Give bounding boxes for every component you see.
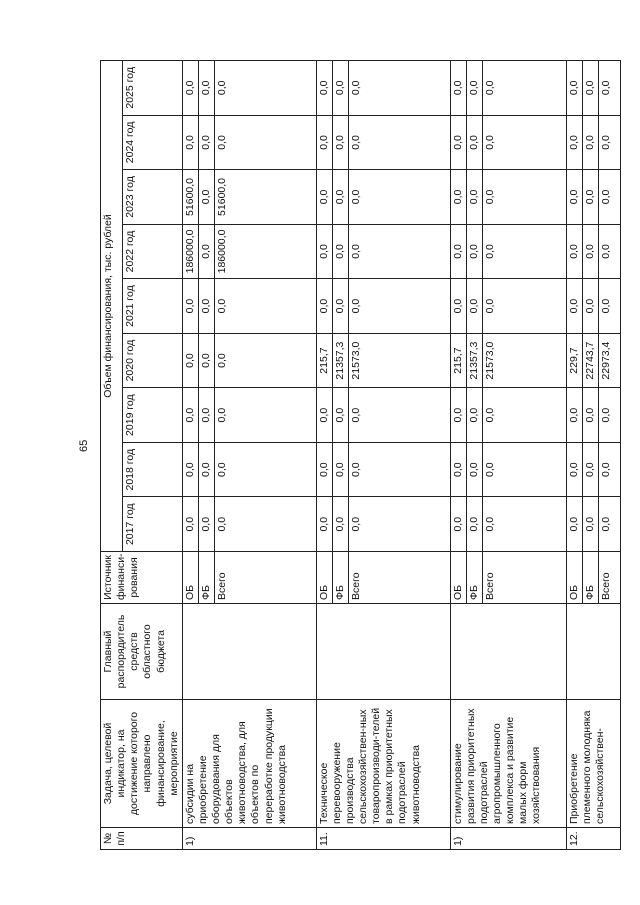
header-year: 2017 год xyxy=(122,497,182,552)
row-value: 0,0 xyxy=(198,279,214,334)
row-value: 0,0 xyxy=(198,333,214,388)
row-source: ФБ xyxy=(332,552,348,604)
row-source: Всего xyxy=(482,552,566,604)
row-value: 0,0 xyxy=(348,497,450,552)
row-value: 0,0 xyxy=(582,61,598,116)
row-value: 51600,0 xyxy=(215,170,317,225)
row-source: ОБ xyxy=(182,552,198,604)
row-value: 0,0 xyxy=(348,115,450,170)
row-value: 0,0 xyxy=(599,170,621,225)
row-value: 0,0 xyxy=(316,388,332,443)
row-value: 0,0 xyxy=(566,61,582,116)
row-value: 0,0 xyxy=(450,279,466,334)
row-value: 0,0 xyxy=(332,170,348,225)
financing-table xyxy=(100,60,621,850)
row-value: 21357,3 xyxy=(332,333,348,388)
row-value: 0,0 xyxy=(482,115,566,170)
row-source: ФБ xyxy=(198,552,214,604)
row-value: 0,0 xyxy=(198,442,214,497)
row-value: 0,0 xyxy=(182,61,198,116)
row-value: 0,0 xyxy=(466,61,482,116)
row-source: Всего xyxy=(599,552,621,604)
row-source: ФБ xyxy=(466,552,482,604)
row-value: 0,0 xyxy=(482,170,566,225)
row-value: 0,0 xyxy=(582,115,598,170)
row-value: 0,0 xyxy=(599,224,621,279)
row-source: ФБ xyxy=(582,552,598,604)
row-number: 12. xyxy=(566,828,620,850)
row-value: 0,0 xyxy=(332,497,348,552)
header-source: Источник финанси-рования xyxy=(101,552,183,604)
rotated-page xyxy=(100,60,615,850)
header-year: 2018 год xyxy=(122,442,182,497)
row-value: 0,0 xyxy=(566,224,582,279)
row-value: 0,0 xyxy=(316,115,332,170)
row-value: 0,0 xyxy=(198,61,214,116)
row-source: Всего xyxy=(215,552,317,604)
row-value: 21573,0 xyxy=(348,333,450,388)
row-value: 0,0 xyxy=(215,333,317,388)
header-year: 2023 год xyxy=(122,170,182,225)
row-value: 0,0 xyxy=(566,279,582,334)
row-source: ОБ xyxy=(450,552,466,604)
row-value: 0,0 xyxy=(450,442,466,497)
table-row xyxy=(450,61,466,850)
row-value: 0,0 xyxy=(332,61,348,116)
row-source: ОБ xyxy=(566,552,582,604)
row-value: 0,0 xyxy=(332,279,348,334)
row-value: 0,0 xyxy=(582,442,598,497)
row-value: 0,0 xyxy=(482,442,566,497)
row-value: 229,7 xyxy=(566,333,582,388)
row-value: 215,7 xyxy=(316,333,332,388)
row-value: 0,0 xyxy=(316,61,332,116)
row-value: 0,0 xyxy=(599,61,621,116)
row-task: Приобретение племенного молодняка сельскохозяйствен- xyxy=(566,700,620,828)
row-source: Всего xyxy=(348,552,450,604)
row-value: 0,0 xyxy=(482,497,566,552)
header-year: 2019 год xyxy=(122,388,182,443)
row-value: 0,0 xyxy=(450,115,466,170)
row-value: 0,0 xyxy=(215,497,317,552)
row-value: 0,0 xyxy=(348,388,450,443)
row-value: 0,0 xyxy=(198,497,214,552)
page-number: 65 xyxy=(78,439,90,452)
row-value: 0,0 xyxy=(566,388,582,443)
row-value: 22973,4 xyxy=(599,333,621,388)
row-value: 0,0 xyxy=(599,388,621,443)
row-value: 0,0 xyxy=(482,61,566,116)
row-value: 0,0 xyxy=(582,497,598,552)
header-year: 2020 год xyxy=(122,333,182,388)
row-value: 0,0 xyxy=(450,61,466,116)
row-value: 0,0 xyxy=(332,388,348,443)
row-value: 0,0 xyxy=(482,388,566,443)
row-value: 21573,0 xyxy=(482,333,566,388)
row-value: 0,0 xyxy=(466,224,482,279)
row-value: 0,0 xyxy=(599,279,621,334)
row-value: 0,0 xyxy=(566,442,582,497)
row-value: 22743,7 xyxy=(582,333,598,388)
row-value: 0,0 xyxy=(582,279,598,334)
header-manager: Главный распорядитель средств областного бюджета xyxy=(101,604,183,700)
row-value: 0,0 xyxy=(215,442,317,497)
row-value: 0,0 xyxy=(316,442,332,497)
row-task: Техническое перевооружение производства сельскохозяйствен-ных товаропроизводи-телей в рамках приоритетных подотраслей животноводства xyxy=(316,700,450,828)
row-value: 0,0 xyxy=(466,170,482,225)
row-value: 0,0 xyxy=(182,115,198,170)
row-task: субсидии на приобретение оборудования для объектов животноводства, для объектов по переработке продукции животноводства xyxy=(182,700,316,828)
row-value: 0,0 xyxy=(332,224,348,279)
row-value: 0,0 xyxy=(348,170,450,225)
row-value: 0,0 xyxy=(198,224,214,279)
row-value: 0,0 xyxy=(482,224,566,279)
row-value: 51600,0 xyxy=(182,170,198,225)
row-manager xyxy=(182,604,316,700)
row-value: 0,0 xyxy=(316,497,332,552)
row-value: 0,0 xyxy=(582,170,598,225)
row-value: 0,0 xyxy=(566,497,582,552)
row-value: 0,0 xyxy=(582,388,598,443)
row-value: 0,0 xyxy=(198,115,214,170)
row-value: 0,0 xyxy=(599,115,621,170)
row-value: 215,7 xyxy=(450,333,466,388)
row-value: 0,0 xyxy=(182,497,198,552)
row-value: 0,0 xyxy=(482,279,566,334)
row-number: 1) xyxy=(450,828,566,850)
table-row xyxy=(566,61,582,850)
row-value: 0,0 xyxy=(466,442,482,497)
row-value: 0,0 xyxy=(348,224,450,279)
row-value: 0,0 xyxy=(348,61,450,116)
row-value: 0,0 xyxy=(182,442,198,497)
row-number: 11. xyxy=(316,828,450,850)
row-value: 0,0 xyxy=(182,279,198,334)
table-row xyxy=(316,61,332,850)
row-value: 0,0 xyxy=(215,115,317,170)
row-value: 186000,0 xyxy=(182,224,198,279)
header-num: № п/п xyxy=(101,828,183,850)
row-manager xyxy=(566,604,620,700)
row-source: ОБ xyxy=(316,552,332,604)
row-value: 0,0 xyxy=(466,115,482,170)
row-value: 0,0 xyxy=(566,170,582,225)
row-value: 0,0 xyxy=(466,388,482,443)
header-volume: Объем финансирования, тыс. рублей xyxy=(101,61,123,552)
row-value: 0,0 xyxy=(450,224,466,279)
row-value: 0,0 xyxy=(599,497,621,552)
row-value: 0,0 xyxy=(316,224,332,279)
row-number: 1) xyxy=(182,828,316,850)
header-task: Задача, целевой индикатор, на достижение которого направлено финансирование, мероприятие xyxy=(101,700,183,828)
row-value: 0,0 xyxy=(215,388,317,443)
row-manager xyxy=(316,604,450,700)
table-row xyxy=(182,61,198,850)
row-value: 0,0 xyxy=(198,388,214,443)
row-value: 0,0 xyxy=(182,333,198,388)
row-value: 0,0 xyxy=(450,388,466,443)
row-value: 0,0 xyxy=(450,170,466,225)
row-value: 0,0 xyxy=(182,388,198,443)
row-value: 0,0 xyxy=(348,442,450,497)
header-year: 2025 год xyxy=(122,61,182,116)
row-value: 0,0 xyxy=(215,279,317,334)
row-value: 0,0 xyxy=(599,442,621,497)
header-year: 2024 год xyxy=(122,115,182,170)
row-value: 186000,0 xyxy=(215,224,317,279)
row-value: 21357,3 xyxy=(466,333,482,388)
row-value: 0,0 xyxy=(332,442,348,497)
header-year: 2022 год xyxy=(122,224,182,279)
row-value: 0,0 xyxy=(332,115,348,170)
row-manager xyxy=(450,604,566,700)
row-value: 0,0 xyxy=(466,497,482,552)
row-value: 0,0 xyxy=(348,279,450,334)
header-year: 2021 год xyxy=(122,279,182,334)
row-value: 0,0 xyxy=(316,170,332,225)
row-value: 0,0 xyxy=(450,497,466,552)
row-value: 0,0 xyxy=(316,279,332,334)
row-value: 0,0 xyxy=(198,170,214,225)
row-value: 0,0 xyxy=(566,115,582,170)
row-value: 0,0 xyxy=(582,224,598,279)
row-value: 0,0 xyxy=(466,279,482,334)
row-task: стимулирование развития приоритетных подотраслей агропромышленного комплекса и развитие малых форм хозяйствования xyxy=(450,700,566,828)
row-value: 0,0 xyxy=(215,61,317,116)
